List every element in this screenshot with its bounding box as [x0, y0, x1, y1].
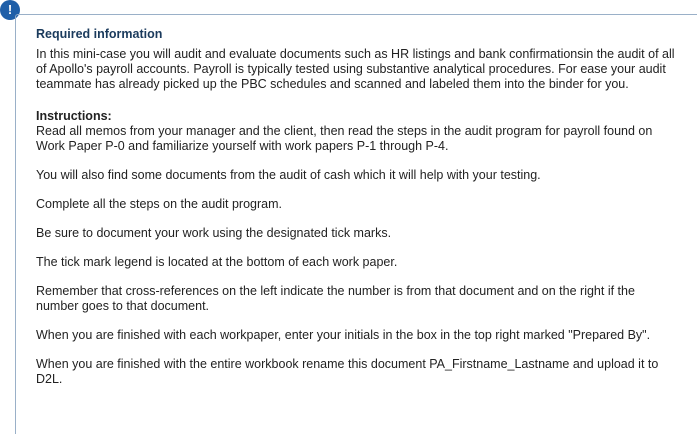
panel-heading: Required information [36, 27, 163, 41]
instructions-block [36, 109, 676, 154]
instruction-step: Be sure to document your work using the designated tick marks. [36, 226, 392, 240]
instruction-step: When you are finished with each workpaper, enter your initials in the box in the top right marked "Prepared By". [36, 328, 651, 342]
intro-paragraph: In this mini-case you will audit and evaluate documents such as HR listings and bank confirmationsin the audit of all of Apollo's payroll accounts. Payroll is typically tested using substantive analytical procedures. For ease your audit teammate has already picked up the PBC schedules and scanned and labeled them into the binder for you. [36, 47, 675, 91]
required-information-panel [15, 14, 697, 434]
panel-content [36, 27, 676, 387]
instruction-step: The tick mark legend is located at the bottom of each work paper. [36, 255, 398, 269]
instruction-step: Remember that cross-references on the left indicate the number is from that document and on the right if the number goes to that document. [36, 284, 635, 313]
instruction-step: Complete all the steps on the audit program. [36, 197, 282, 211]
instruction-step: When you are finished with the entire workbook rename this document PA_Firstname_Lastname and upload it to D2L. [36, 357, 659, 386]
instructions-label: Instructions: [36, 109, 112, 123]
instructions-first-paragraph: Read all memos from your manager and the client, then read the steps in the audit program for payroll found on Work Paper P-0 and familiarize yourself with work papers P-1 through P-4. [36, 124, 653, 153]
alert-icon: ! [0, 0, 20, 20]
instruction-step: You will also find some documents from the audit of cash which it will help with your testing. [36, 168, 541, 182]
